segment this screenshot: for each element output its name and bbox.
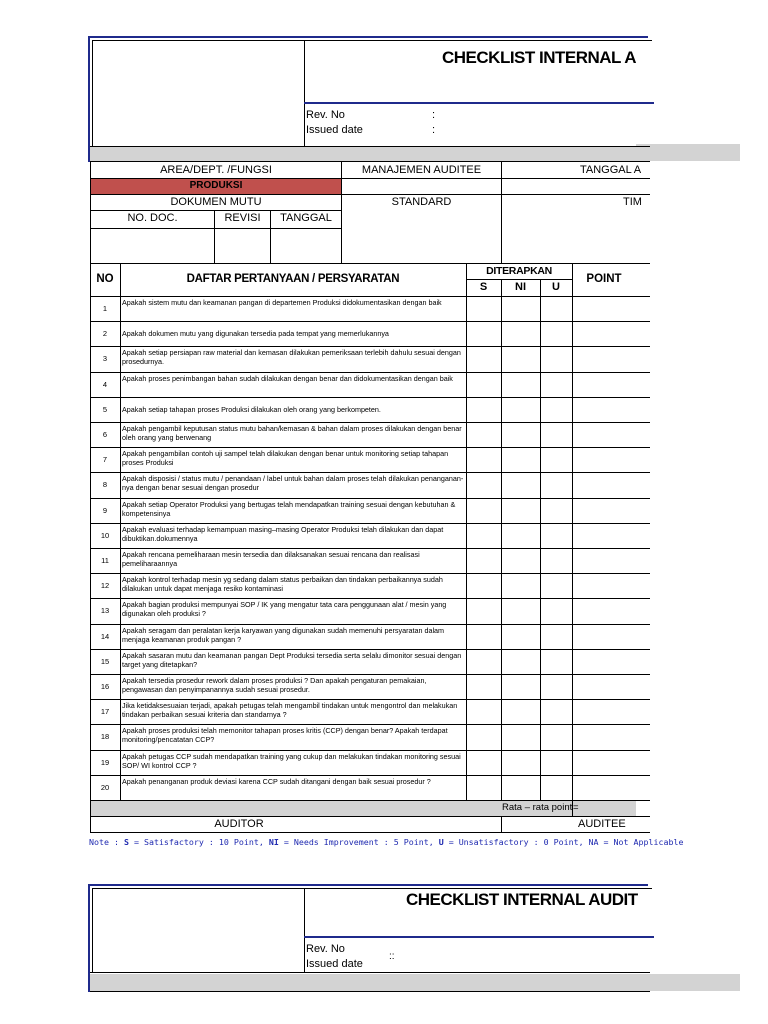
tanggal-label: TANGGAL [280, 212, 332, 224]
question-text: Apakah pengambilan contoh uji sampel telah dilakukan dengan benar untuk monitoring setiap tahapan proses Produksi [122, 449, 449, 468]
row-number: 20 [100, 782, 110, 792]
dokumen-mutu-label: DOKUMEN MUTU [170, 196, 262, 208]
audit-date-label: TANGGAL A [580, 164, 642, 176]
standard-label: STANDARD [391, 196, 452, 208]
row-number: 19 [100, 757, 110, 767]
average-label: Rata – rata point [502, 802, 573, 813]
question-text: Apakah kontrol terhadap mesin yg sedang dalam status perbaikan dan tindakan perbaikannya sudah dilakukan untuk dapat menjaga resiko kontaminasi [122, 575, 443, 594]
issued-date-label-2: Issued date [306, 958, 363, 970]
question-text: Apakah evaluasi terhadap kemampuan masing–masing Operator Produksi telah dilakukan dan dapat dibuktikan.dokumennya [122, 524, 444, 543]
row-number: 7 [102, 455, 108, 465]
question-text: Apakah bagian produksi mempunyai SOP / IK yang mengatur tata cara penggunaan alat / mesin yang digunakan oleh produksi ? [122, 600, 447, 619]
grey-band-extension [636, 144, 740, 161]
question-text: Apakah rencana pemeliharaan mesin tersedia dan dilaksanakan sesuai rencana dan realisasi pemeliharaannya [122, 550, 420, 568]
tim-label: TIM [623, 196, 642, 208]
question-text: Apakah disposisi / status mutu / penandaan / label untuk bahan dalam proses telah dilakukan penanganan-nya dengan benar sesuai dengan prosedur [122, 474, 464, 493]
question-header: DAFTAR PERTANYAAN / PERSYARATAN [186, 273, 400, 285]
row-number: 8 [102, 480, 108, 490]
row-number: 16 [100, 682, 110, 691]
issued-date-label: Issued date [306, 124, 363, 136]
question-text: Apakah setiap Operator Produksi yang bertugas telah mendapatkan training sesuai dengan kebutuhan & kompetensinya [122, 499, 456, 518]
document-title-2: CHECKLIST INTERNAL AUDIT [406, 890, 638, 909]
rev-no-colon: : [432, 109, 436, 121]
row-number: 14 [100, 631, 110, 641]
s-header: S [479, 281, 488, 293]
question-text: Apakah petugas CCP sudah mendapatkan training yang cukup dan melakukan tindakan monitoring sesuai SOP/ WI kontrol CCP ? [122, 751, 461, 770]
rev-no-label: Rev. No [306, 109, 345, 121]
revisi-label: REVISI [224, 212, 261, 224]
question-text: Apakah penanganan produk deviasi karena CCP sudah ditangani dengan baik sesuai prosedur ? [122, 776, 431, 786]
row-number: 3 [102, 354, 108, 364]
issued-date-colon: : [432, 124, 436, 136]
grey-separator-band [90, 147, 650, 161]
no-doc-label: NO. DOC. [127, 212, 178, 224]
average-equals: = [573, 802, 579, 813]
row-number: 5 [102, 404, 108, 414]
row-number: 6 [102, 430, 108, 439]
question-text: Jika ketidaksesuaian terjadi, apakah petugas telah mengambil tindakan untuk mengontrol dan melakukan tindakan perbaikan sesuai kriteria dan standarnya ? [122, 701, 458, 720]
auditee-label: MANAJEMEN AUDITEE [361, 164, 482, 176]
row-number: 17 [100, 707, 110, 717]
u-header: U [552, 281, 560, 293]
row-number: 4 [102, 379, 108, 389]
question-text: Apakah sasaran mutu dan keamanan pangan Dept Produksi tersedia serta selalu dimonitor sesuai dengan target yang ditetapkan? [122, 650, 462, 669]
question-text: Apakah seragam dan peralatan kerja karyawan yang digunakan sudah memenuhi persyaratan dalam menjaga keamanan produk pangan ? [122, 625, 445, 644]
question-text: Apakah tersedia prosedur rework dalam proses produksi ? Dan apakah pengaturan pemakaian, pengawasan dan penyimpanannya sudah sesuai prosedur. [122, 676, 427, 694]
grey-separator-band-2 [90, 974, 650, 991]
document-title: CHECKLIST INTERNAL A [442, 48, 636, 67]
auditee-sign-label: AUDITEE [578, 818, 626, 830]
question-text: Apakah setiap tahapan proses Produksi dilakukan oleh orang yang berkompeten. [122, 404, 381, 414]
colons-2: :: [389, 951, 395, 962]
row-number: 2 [102, 329, 108, 339]
row-number: 18 [100, 732, 110, 742]
legend-note: Note : S = Satisfactory : 10 Point, NI = Needs Improvement : 5 Point, U = Unsatisfactory : 0 Point, NA = Not Applicable [89, 837, 684, 847]
ni-header: NI [515, 281, 526, 293]
question-text: Apakah setiap persiapan raw material dan kemasan dilakukan pemeriksaan terlebih dahulu sesuai dengan prosedurnya. [122, 348, 461, 367]
auditor-label: AUDITOR [214, 818, 264, 830]
rev-no-label-2: Rev. No [306, 943, 345, 955]
grey-band-extension-2 [636, 974, 740, 991]
question-text: Apakah dokumen mutu yang digunakan tersedia pada tempat yang memerlukannya [122, 329, 389, 339]
row-number: 11 [101, 556, 109, 565]
question-text: Apakah sistem mutu dan keamanan pangan di departemen Produksi didokumentasikan dengan baik [122, 298, 442, 307]
row-number: 10 [100, 530, 110, 540]
area-value: PRODUKSI [189, 180, 243, 191]
row-number: 12 [100, 581, 110, 591]
row-number: 9 [102, 505, 108, 515]
row-number: 15 [100, 656, 110, 666]
row-number: 1 [102, 304, 108, 313]
question-text: Apakah proses penimbangan bahan sudah dilakukan dengan benar dan didokumentasikan dengan baik [122, 373, 453, 383]
question-text: Apakah proses produksi telah memonitor tahapan proses kritis (CCP) dengan benar? Apakah terdapat monitoring/pencatatan CCP? [122, 726, 448, 745]
question-text: Apakah pengambil keputusan status mutu bahan/kemasan & bahan dalam proses dilakukan dengan benar oleh orang yang berwenang [122, 424, 462, 442]
no-header: NO [96, 273, 114, 285]
diterapkan-header: DITERAPKAN [486, 265, 552, 277]
row-number: 13 [100, 606, 110, 616]
point-header: POINT [586, 273, 622, 285]
area-label: AREA/DEPT. /FUNGSI [160, 164, 272, 176]
